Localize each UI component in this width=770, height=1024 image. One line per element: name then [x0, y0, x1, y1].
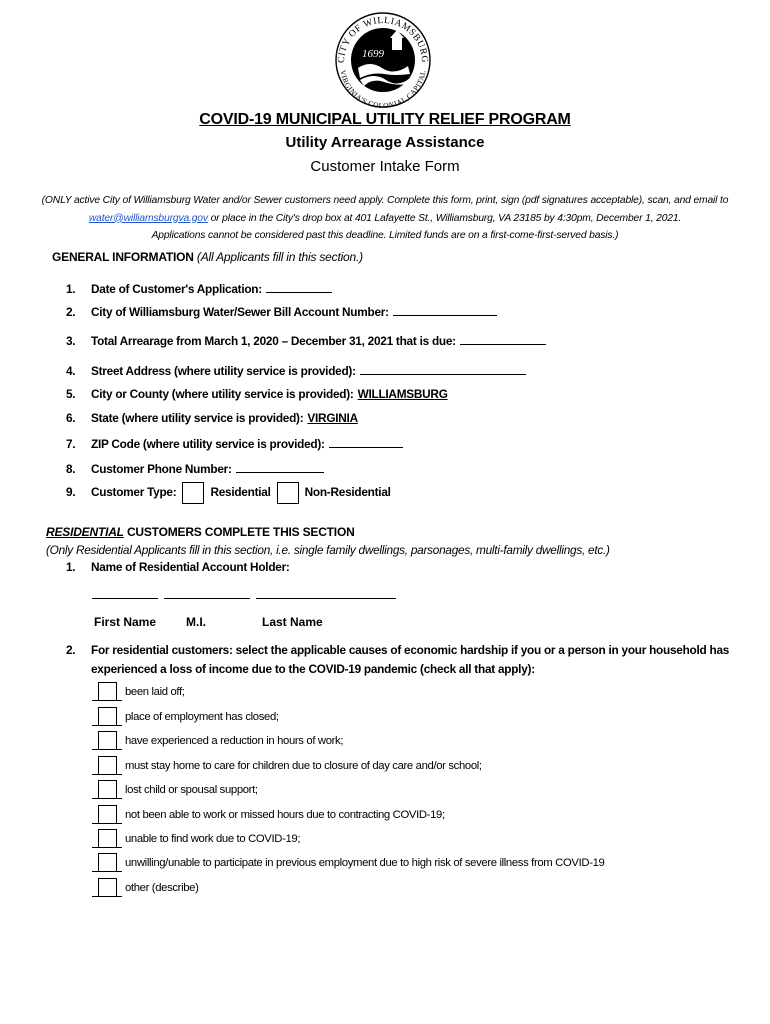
item-label: Customer Type:: [91, 485, 177, 500]
city-county-value[interactable]: WILLIAMSBURG: [357, 387, 448, 401]
hardship-option-label: place of employment has closed;: [125, 711, 279, 723]
item-label: Street Address (where utility service is provided):: [91, 364, 356, 378]
total-arrearage-field[interactable]: [460, 332, 546, 345]
item-label: Total Arrearage from March 1, 2020 – December 31, 2021 that is due:: [91, 334, 456, 348]
residential-section-heading: [46, 525, 355, 539]
item-label: State (where utility service is provided):: [91, 411, 304, 425]
item-street-address: [66, 362, 526, 378]
hardship-checkbox[interactable]: [98, 805, 117, 824]
hardship-option-label: unable to find work due to COVID-19;: [125, 833, 301, 845]
street-address-field[interactable]: [360, 362, 526, 375]
form-subtitle: Utility Arrearage Assistance: [285, 134, 485, 151]
item-number: 1.: [66, 282, 76, 296]
general-info-heading: [52, 250, 363, 264]
item-number: 3.: [66, 334, 76, 348]
non-residential-option-label: Non-Residential: [304, 485, 391, 500]
item-number: 7.: [66, 437, 76, 451]
item-zip-code: [66, 435, 403, 451]
general-heading-text: GENERAL INFORMATION: [52, 250, 194, 264]
hardship-checkbox[interactable]: [98, 707, 117, 726]
item-customer-type: [66, 482, 391, 504]
instructions-part2: or place in the City's drop box at 401 Lafayette St., Williamsburg, VA 23185 by 4:30pm, December 1, 2021.: [207, 212, 682, 224]
residential-heading-italic: RESIDENTIAL: [46, 525, 124, 539]
non-residential-checkbox[interactable]: [277, 482, 299, 504]
item-account-number: [66, 303, 497, 319]
item-label: Customer Phone Number:: [91, 462, 232, 476]
last-name-label: Last Name: [262, 615, 323, 629]
instructions: [40, 192, 730, 245]
residential-checkbox[interactable]: [182, 482, 204, 504]
item-city-county: [66, 387, 448, 401]
city-seal-logo: [330, 10, 435, 110]
form-title: COVID-19 MUNICIPAL UTILITY RELIEF PROGRAM: [199, 111, 571, 128]
hardship-option-label: other (describe): [125, 882, 199, 894]
hardship-checkbox[interactable]: [98, 853, 117, 872]
item-number: 8.: [66, 462, 76, 476]
seal-year: 1699: [362, 48, 384, 60]
item-number: 2.: [66, 305, 76, 319]
instructions-part1: (ONLY active City of Williamsburg Water and/or Sewer customers need apply. Complete this form, print, sign (pdf signatures acceptable), scan, and email to: [41, 195, 729, 206]
item-label: City or County (where utility service is provided):: [91, 387, 354, 401]
form-name: Customer Intake Form: [310, 158, 460, 175]
state-value[interactable]: VIRGINIA: [307, 411, 358, 425]
item-label: For residential customers: select the applicable causes of economic hardship if you or a person in your household has experienced a loss of income due to the COVID-19 pandemic (check all that apply):: [91, 643, 730, 676]
residential-heading-rest: CUSTOMERS COMPLETE THIS SECTION: [123, 525, 355, 539]
item-number: 4.: [66, 364, 76, 378]
first-name-label: First Name: [94, 615, 157, 629]
hardship-checkbox[interactable]: [98, 878, 117, 897]
item-total-arrearage: [66, 332, 546, 348]
residential-option-label: Residential: [210, 485, 271, 500]
hardship-option-label: must stay home to care for children due to closure of day care and/or school;: [125, 760, 482, 772]
hardship-option-label: lost child or spousal support;: [125, 784, 258, 796]
phone-number-field[interactable]: [236, 460, 324, 473]
item-number: 5.: [66, 387, 76, 401]
middle-initial-field[interactable]: [164, 586, 250, 599]
first-name-field[interactable]: [92, 586, 158, 599]
seal-bottom-text: VIRGINIA'S COLONIAL CAPITAL: [338, 69, 428, 110]
item-economic-hardship: [66, 641, 751, 679]
hardship-option-label: have experienced a reduction in hours of work;: [125, 735, 344, 747]
item-label: ZIP Code (where utility service is provided):: [91, 437, 325, 451]
hardship-checkbox[interactable]: [98, 756, 117, 775]
item-application-date: [66, 280, 332, 296]
item-account-holder-name: [66, 560, 290, 574]
item-state: [66, 411, 358, 425]
residential-section-note: (Only Residential Applicants fill in this section, i.e. single family dwellings, parsonages, multi-family dwellings, etc.): [46, 543, 610, 557]
item-number: 6.: [66, 411, 76, 425]
middle-initial-label: M.I.: [186, 615, 206, 629]
seal-top-text: CITY OF WILLIAMSBURG: [336, 15, 430, 64]
zip-code-field[interactable]: [329, 435, 403, 448]
hardship-checkbox[interactable]: [98, 829, 117, 848]
item-label: City of Williamsburg Water/Sewer Bill Account Number:: [91, 305, 389, 319]
hardship-option-label: unwilling/unable to participate in previous employment due to high risk of severe illness from COVID-19: [125, 857, 605, 869]
hardship-option-label: not been able to work or missed hours due to contracting COVID-19;: [125, 809, 445, 821]
general-heading-note: (All Applicants fill in this section.): [196, 250, 363, 264]
item-number: 9.: [66, 485, 76, 500]
item-label: Date of Customer's Application:: [91, 282, 262, 296]
item-number: 2.: [66, 643, 76, 657]
hardship-checkbox[interactable]: [98, 682, 117, 701]
hardship-option-label: been laid off;: [125, 686, 185, 698]
item-phone-number: [66, 460, 324, 476]
hardship-checkbox[interactable]: [98, 731, 117, 750]
last-name-field[interactable]: [256, 586, 396, 599]
item-label: Name of Residential Account Holder:: [91, 560, 290, 574]
hardship-checkbox[interactable]: [98, 780, 117, 799]
instructions-part3: Applications cannot be considered past this deadline. Limited funds are on a first-come-first-served basis.): [151, 230, 619, 241]
application-date-field[interactable]: [266, 280, 332, 293]
account-number-field[interactable]: [393, 303, 497, 316]
email-link[interactable]: water@williamsburgva.gov: [88, 212, 208, 224]
item-number: 1.: [66, 560, 76, 574]
